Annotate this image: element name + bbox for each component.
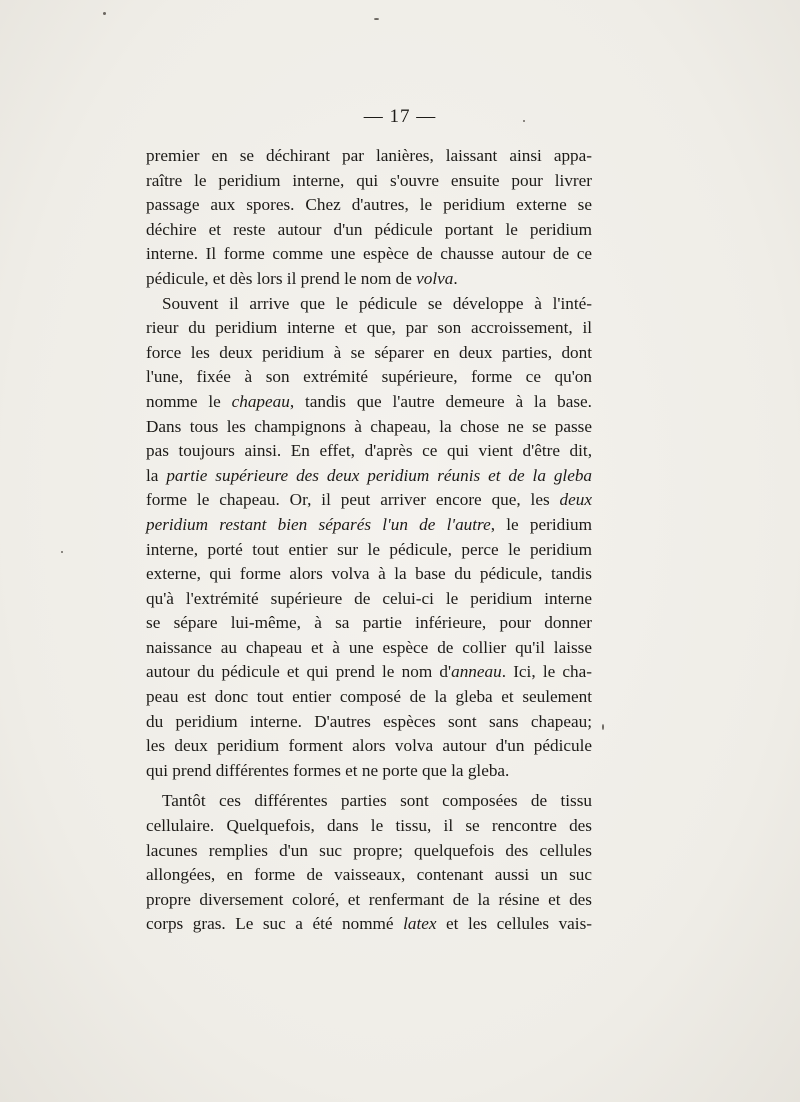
paragraph-1 — [146, 144, 592, 292]
text-line: forme le chapeau. Or, il peut arriver encore que, les deux — [146, 490, 592, 510]
text-line: l'une, fixée à son extrémité supérieure, forme ce qu'on — [146, 367, 592, 387]
text-line: qu'à l'extrémité supérieure de celui-ci le peridium interne — [146, 588, 592, 608]
text-line: se sépare lui-même, à sa partie inférieure, pour donner — [146, 613, 592, 633]
ink-speck — [374, 18, 379, 20]
text-line: force les deux peridium à se séparer en deux parties, dont — [146, 342, 592, 362]
text-line: naissance au chapeau et à une espèce de collier qu'il laisse — [146, 637, 592, 657]
text-line: nomme le chapeau, tandis que l'autre demeure à la base. — [146, 391, 592, 411]
ink-speck — [61, 551, 63, 553]
body-text — [146, 144, 592, 937]
text-line: rieur du peridium interne et que, par son accroissement, il — [146, 318, 592, 338]
text-line: interne. Il forme comme une espèce de chausse autour de ce — [146, 244, 592, 264]
text-line: qui prend différentes formes et ne porte que la gleba. — [146, 760, 510, 780]
ink-speck — [602, 724, 604, 730]
text-line: peau est donc tout entier composé de la gleba et seulement — [146, 687, 592, 707]
text-line: peridium restant bien séparés l'un de l'autre, le peridium — [146, 514, 592, 534]
ink-speck — [103, 12, 106, 15]
text-line: pédicule, et dès lors il prend le nom de volva. — [146, 268, 458, 288]
text-line: externe, qui forme alors volva à la base du pédicule, tandis — [146, 564, 592, 584]
text-line: autour du pédicule et qui prend le nom d'anneau. Ici, le cha- — [146, 662, 593, 682]
paragraph-2 — [146, 292, 592, 784]
text-line: Tantôt ces différentes parties sont composées de tissu — [162, 791, 592, 811]
paragraph-3 — [146, 789, 592, 937]
text-line: lacunes remplies d'un suc propre; quelquefois des cellules — [146, 840, 592, 860]
text-line: interne, porté tout entier sur le pédicule, perce le peridium — [146, 539, 592, 559]
text-line: raître le peridium interne, qui s'ouvre ensuite pour livrer — [146, 170, 592, 190]
page-number: — 17 — — [363, 106, 437, 127]
text-line: la partie supérieure des deux peridium réunis et de la gleba — [146, 465, 593, 485]
text-line: déchire et reste autour d'un pédicule portant le peridium — [146, 219, 592, 239]
text-line: cellulaire. Quelquefois, dans le tissu, il se rencontre des — [146, 816, 592, 836]
text-line: propre diversement coloré, et renfermant de la résine et des — [146, 889, 592, 909]
text-line: corps gras. Le suc a été nommé latex et les cellules vais- — [146, 914, 592, 934]
text-line: les deux peridium forment alors volva autour d'un pédicule — [146, 736, 592, 756]
text-line: premier en se déchirant par lanières, laissant ainsi appa- — [146, 146, 592, 165]
text-line: Souvent il arrive que le pédicule se développe à l'inté- — [162, 293, 592, 313]
text-line: du peridium interne. D'autres espèces sont sans chapeau; — [146, 711, 592, 731]
text-line: passage aux spores. Chez d'autres, le peridium externe se — [146, 195, 592, 215]
text-line: Dans tous les champignons à chapeau, la chose ne se passe — [146, 416, 592, 436]
text-line: pas toujours ainsi. En effet, d'après ce qui vient d'être dit, — [146, 441, 592, 461]
text-line: allongées, en forme de vaisseaux, contenant aussi un suc — [146, 865, 592, 885]
ink-speck — [523, 120, 525, 122]
